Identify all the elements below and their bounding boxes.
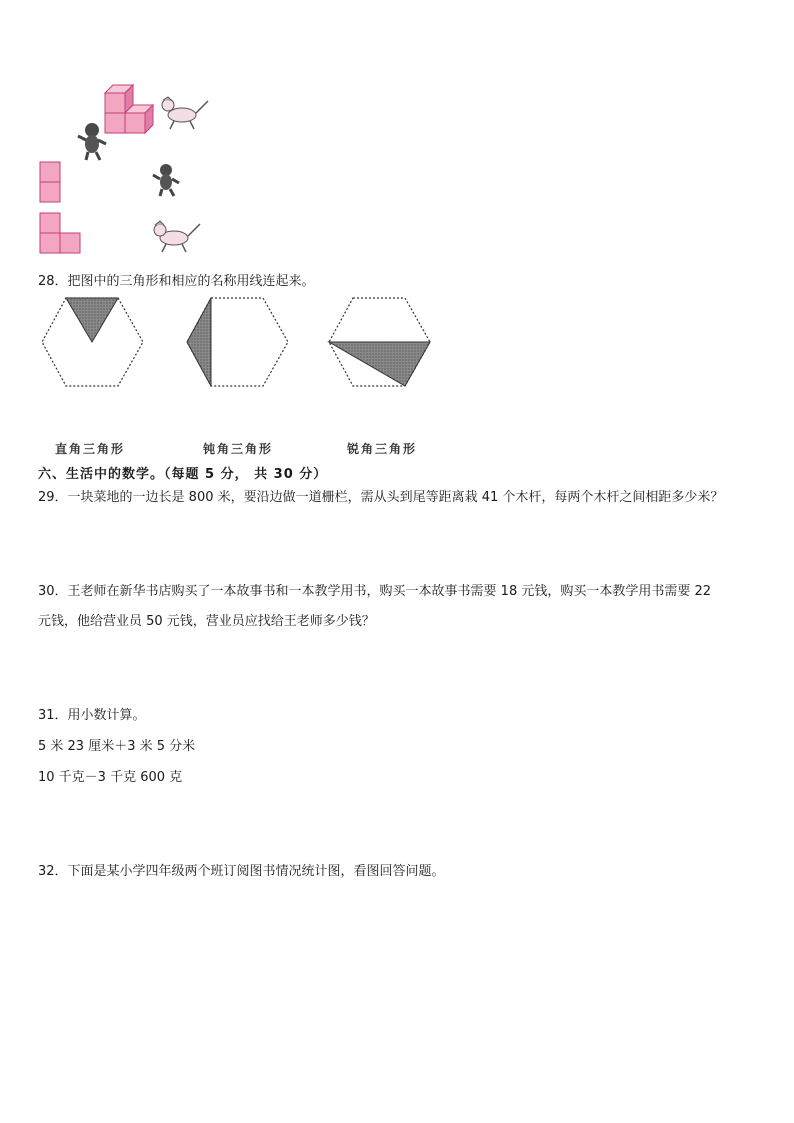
q31-expression-1: 5 米 23 厘米＋3 米 5 分米: [38, 739, 196, 754]
hexagon-triangles-figure: [40, 296, 440, 388]
question-28: 28．把图中的三角形和相应的名称用线连起来。: [38, 274, 315, 289]
triangle-shaded-3: [329, 342, 430, 386]
monkey-icon: [153, 164, 179, 196]
hexagon-2: [187, 298, 288, 386]
monkey-icon: [78, 123, 106, 160]
section-6-heading: 六、生活中的数学。（每题 5 分， 共 30 分）: [38, 467, 328, 482]
hexagon-1: [42, 298, 143, 386]
cube-stack: [105, 85, 153, 133]
cube-figure-illustration: [30, 80, 230, 260]
question-30-line-1: 30．王老师在新华书店购买了一本故事书和一本教学用书，购买一本故事书需要 18 元钱，购买一本教学用书需要 22: [38, 584, 712, 599]
label-obtuse-triangle: 钝角三角形: [203, 442, 274, 456]
triangle-shaded-1: [66, 298, 118, 342]
label-right-triangle: 直角三角形: [55, 442, 126, 456]
hexagon-3: [329, 298, 430, 386]
dog-icon: [162, 97, 208, 129]
q31-expression-2: 10 千克－3 千克 600 克: [38, 770, 183, 785]
question-30-line-2: 元钱，他给营业员 50 元钱，营业员应找给王老师多少钱？: [38, 614, 375, 629]
view-side: [40, 213, 80, 253]
question-32: 32．下面是某小学四年级两个班订阅图书情况统计图，看图回答问题。: [38, 864, 445, 879]
label-acute-triangle: 锐角三角形: [347, 442, 418, 456]
question-31: 31．用小数计算。: [38, 708, 146, 723]
question-29: 29．一块菜地的一边长是 800 米，要沿边做一道栅栏，需从头到尾等距离栽 41 个木杆，每两个木杆之间相距多少米？: [38, 490, 724, 505]
dog-icon: [154, 221, 200, 252]
triangle-shaded-2: [187, 298, 211, 386]
view-front: [40, 162, 60, 202]
